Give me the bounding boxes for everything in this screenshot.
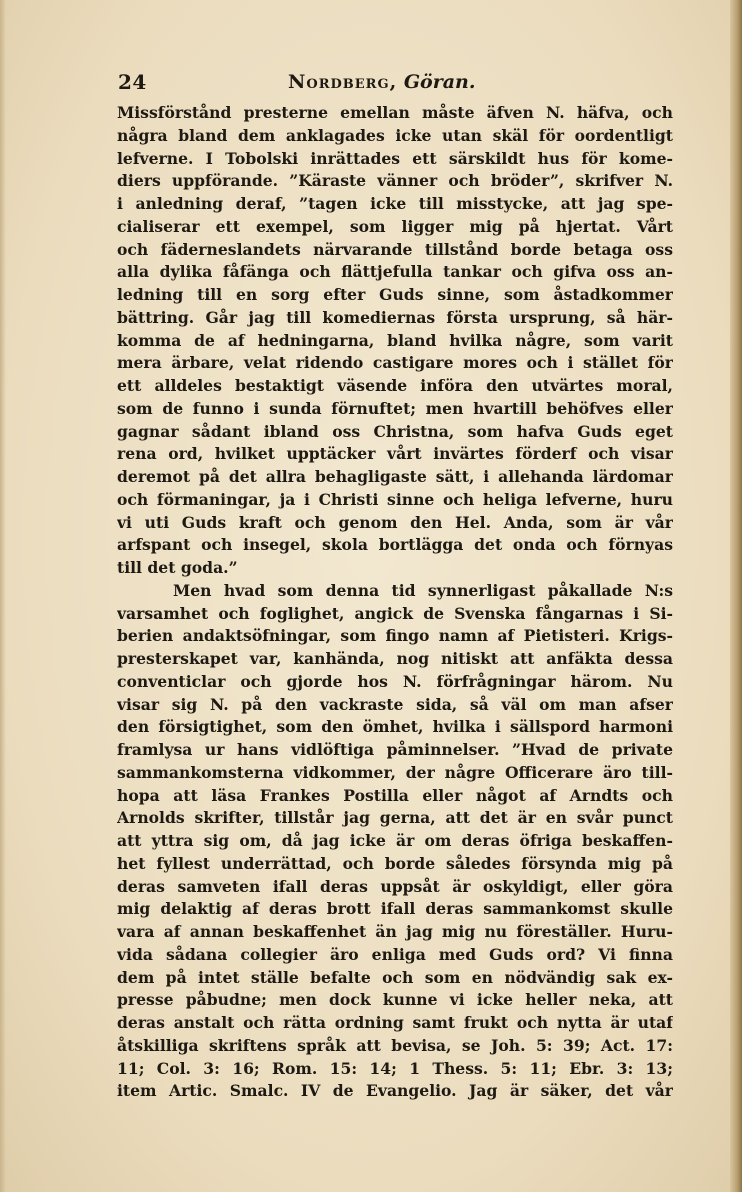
text-line: presse påbudne; men dock kunne vi icke heller neka, att xyxy=(117,990,673,1010)
page-left-edge xyxy=(0,0,6,1192)
text-line: alla dylika fåfänga och flättjefulla tankar och gifva oss an- xyxy=(117,262,673,282)
text-line-paragraph-start: Men hvad som denna tid synnerligast påkallade N:s xyxy=(173,580,673,600)
text-line: presterskapet var, kanhända, nog nitiskt att anfäkta dessa xyxy=(117,649,673,668)
text-line: några bland dem anklagades icke utan skäl för oordentligt xyxy=(117,125,673,145)
text-line: item Artic. Smalc. IV de Evangelio. Jag är säker, det vår xyxy=(117,1081,673,1101)
text-line: bättring. Går jag till komediernas första ursprung, så här- xyxy=(117,307,673,327)
text-line: att yttra sig om, då jag icke är om deras öfriga beskaffen- xyxy=(117,831,673,850)
text-line: som de funno i sunda förnuftet; men hvartill behöfves eller xyxy=(117,398,673,418)
text-line: komma de af hedningarna, bland hvilka någre, som varit xyxy=(117,330,673,350)
text-line: den försigtighet, som den ömhet, hvilka i sällspord harmoni xyxy=(117,717,673,737)
running-head-surname: Nordberg, xyxy=(288,71,398,93)
text-line: 11; Col. 3: 16; Rom. 15: 14; 1 Thess. 5: 11; Ebr. 3: 13; xyxy=(117,1058,673,1078)
text-line: lefverne. I Tobolski inrättades ett särskildt hus för kome- xyxy=(117,148,673,168)
running-head-given-name: Göran. xyxy=(403,71,476,93)
text-line: het fyllest underrättad, och borde således försynda mig på xyxy=(117,853,673,873)
text-line: ledning till en sorg efter Guds sinne, som åstadkommer xyxy=(117,285,673,304)
text-line: åtskilliga skriftens språk att bevisa, se Joh. 5: 39; Act. 17: xyxy=(117,1035,673,1055)
text-line: berien andaktsöfningar, som fingo namn af Pietisteri. Krigs- xyxy=(117,626,673,646)
text-line-paragraph-end: till det goda.” xyxy=(117,558,238,577)
text-line: mera ärbare, velat ridendo castigare mores och i stället för xyxy=(117,353,673,373)
text-line: rena ord, hvilket upptäcker vårt invärtes förderf och visar xyxy=(117,444,673,464)
text-line: Missförstånd presterne emellan måste äfven N. häfva, och xyxy=(117,103,673,122)
text-line: Arnolds skrifter, tillstår jag gerna, att det är en svår punct xyxy=(117,808,673,828)
running-head xyxy=(288,71,475,93)
text-line: arfspant och insegel, skola bortlägga det onda och förnyas xyxy=(117,535,673,555)
text-line: sammankomsterna vidkommer, der någre Officerare äro till- xyxy=(117,762,673,782)
page-header xyxy=(118,70,670,100)
text-line: diers uppförande. ”Käraste vänner och bröder”, skrifver N. xyxy=(117,171,673,191)
text-line: vi uti Guds kraft och genom den Hel. Anda, som är vår xyxy=(117,512,673,532)
text-line: conventiclar och gjorde hos N. förfrågningar härom. Nu xyxy=(117,671,673,691)
page-number: 24 xyxy=(118,70,147,94)
text-line: hopa att läsa Frankes Postilla eller något af Arndts och xyxy=(117,785,673,805)
text-line: vara af annan beskaffenhet än jag mig nu föreställer. Huru- xyxy=(117,922,673,941)
text-line: ett alldeles bestaktigt väsende införa den utvärtes moral, xyxy=(117,376,673,395)
text-line: varsamhet och foglighet, angick de Svenska fångarnas i Si- xyxy=(117,603,673,623)
text-line: dem på intet ställe befalte och som en nödvändig sak ex- xyxy=(117,967,673,987)
text-line: visar sig N. på den vackraste sida, så väl om man afser xyxy=(117,694,673,714)
text-line: cialiserar ett exempel, som ligger mig på hjertat. Vårt xyxy=(117,216,673,236)
text-line: deremot på det allra behagligaste sätt, i allehanda lärdomar xyxy=(117,467,673,486)
text-line: och förmaningar, ja i Christi sinne och heliga lefverne, huru xyxy=(117,489,673,509)
text-line: mig delaktig af deras brott ifall deras sammankomst skulle xyxy=(117,899,673,919)
text-line: gagnar sådant ibland oss Christna, som hafva Guds eget xyxy=(117,421,673,441)
text-line: och fäderneslandets närvarande tillstånd borde betaga oss xyxy=(117,239,673,259)
body-text xyxy=(117,102,673,1103)
text-line: vida sådana collegier äro enliga med Guds ord? Vi finna xyxy=(117,944,673,964)
text-line: deras anstalt och rätta ordning samt frukt och nytta är utaf xyxy=(117,1013,673,1032)
page-right-edge xyxy=(730,0,742,1192)
text-line: deras samveten ifall deras uppsåt är oskyldigt, eller göra xyxy=(117,876,673,896)
text-line: framlysa ur hans vidlöftiga påminnelser. ”Hvad de private xyxy=(117,740,673,759)
text-line: i anledning deraf, ”tagen icke till misstycke, att jag spe- xyxy=(117,194,673,213)
